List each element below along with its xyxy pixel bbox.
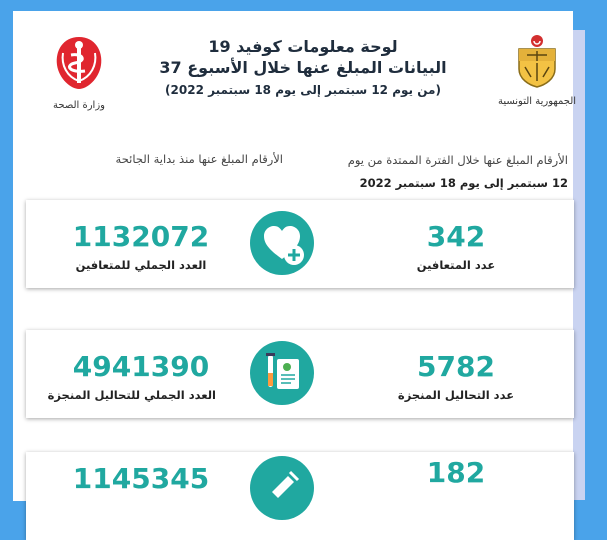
third-badge (250, 456, 314, 520)
ministry-health-icon (49, 33, 109, 93)
dashboard-sheet (13, 11, 577, 501)
background-edge (585, 0, 607, 486)
weekly-third-value: 182 (426, 456, 486, 489)
ministry-label: وزارة الصحة (53, 100, 105, 111)
republic-label: الجمهورية التونسية (497, 96, 577, 107)
syringe-icon (250, 456, 314, 520)
weekly-recovered-value: 342 (426, 220, 486, 253)
total-recovered-label: العدد الجملي للمتعافين (75, 258, 207, 272)
header (13, 11, 577, 136)
republic-emblem (497, 33, 577, 107)
page-title: لوحة معلومات كوفيد 19 (208, 37, 398, 56)
heart-plus-icon (250, 211, 314, 275)
total-recovered-value: 1132072 (72, 220, 210, 253)
period-line-1: الأرقام المبلغ عنها خلال الفترة الممتدة من يوم (347, 153, 568, 167)
tests-card (26, 330, 574, 418)
date-range: (من يوم 12 سبتمبر إلى يوم 18 سبتمبر 2022) (165, 83, 441, 97)
total-third-value: 1145345 (72, 462, 210, 495)
total-tests-label: العدد الجملي للتحاليل المنجزة (47, 388, 216, 402)
total-tests-value: 4941390 (72, 350, 210, 383)
tests-badge (250, 341, 314, 405)
weekly-period-note (303, 149, 568, 195)
title-block (133, 37, 473, 97)
recovered-badge (250, 211, 314, 275)
coat-of-arms-icon (515, 33, 559, 89)
period-line-2: 12 سبتمبر إلى يوم 18 سبتمبر 2022 (359, 176, 568, 190)
cumulative-note: الأرقام المبلغ عنها منذ بداية الجائحة (115, 152, 283, 166)
ministry-logo (43, 33, 115, 111)
page-subtitle: البيانات المبلغ عنها خلال الأسبوع 37 (159, 58, 447, 77)
weekly-tests-value: 5782 (417, 350, 495, 383)
weekly-tests-label: عدد التحاليل المنجزة (397, 388, 515, 402)
third-card (26, 452, 574, 540)
test-tube-icon (250, 341, 314, 405)
recovered-card (26, 200, 574, 288)
weekly-recovered-label: عدد المتعافين (416, 258, 496, 272)
